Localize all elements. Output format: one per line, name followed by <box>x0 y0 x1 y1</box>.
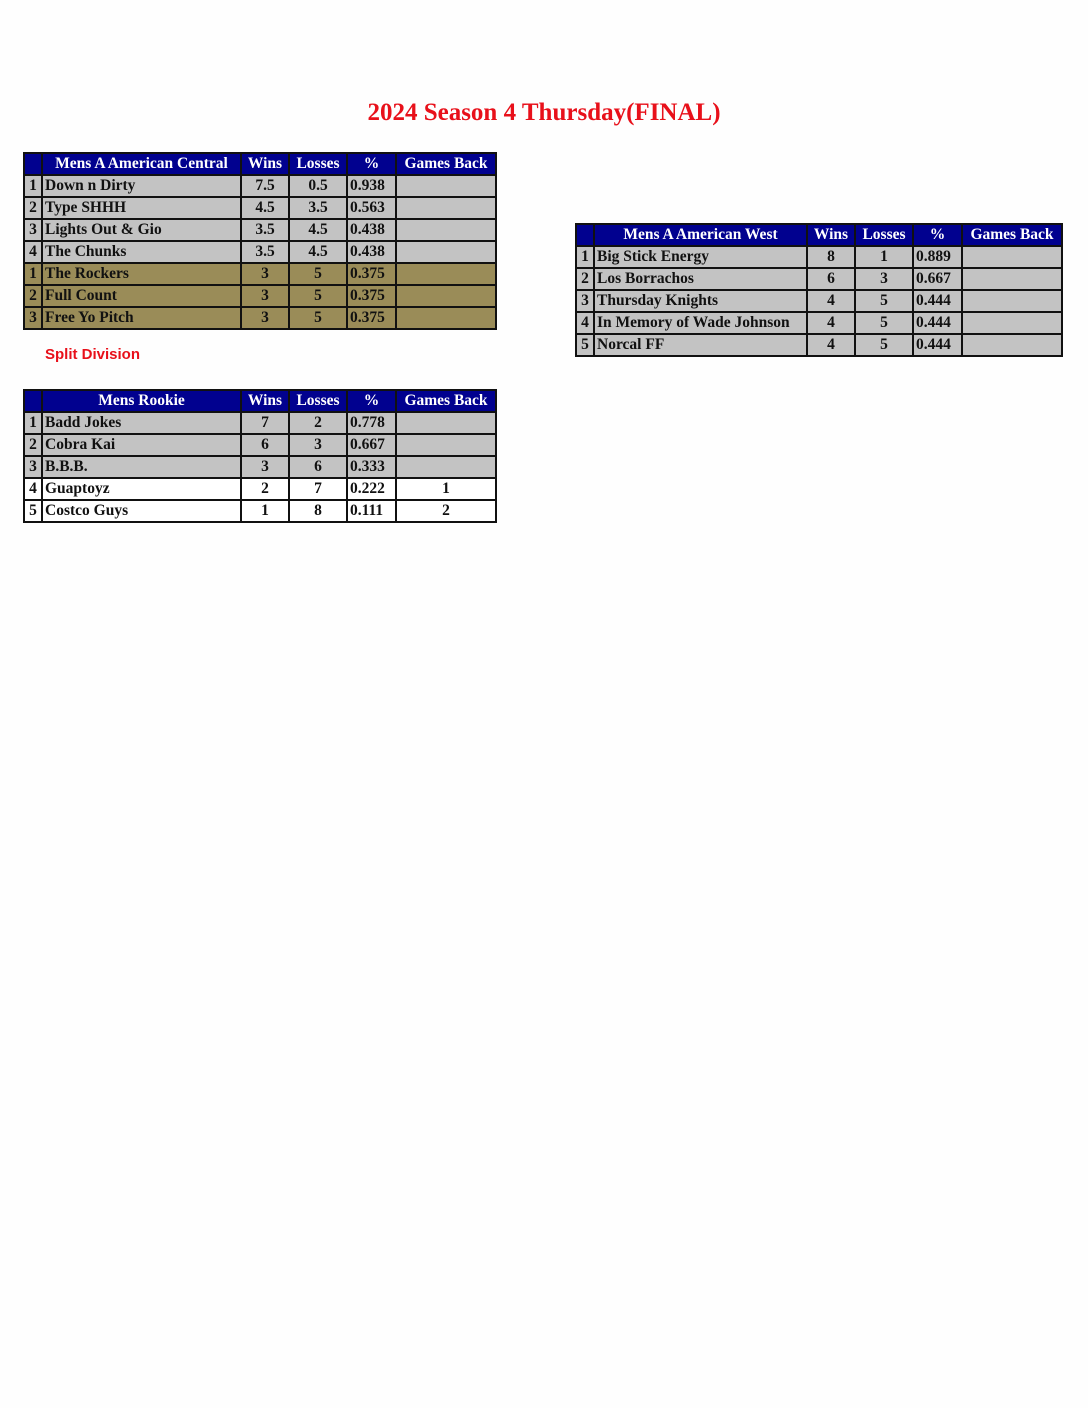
losses-header: Losses <box>289 153 347 175</box>
games-back-header: Games Back <box>962 224 1062 246</box>
pct-cell: 0.938 <box>347 175 396 197</box>
rank-cell: 4 <box>24 478 42 500</box>
games-back-cell <box>962 312 1062 334</box>
losses-cell: 6 <box>289 456 347 478</box>
pct-header: % <box>347 390 396 412</box>
rank-cell: 4 <box>576 312 594 334</box>
games-back-cell <box>396 219 496 241</box>
wins-cell: 3.5 <box>241 219 289 241</box>
games-back-cell <box>396 434 496 456</box>
team-cell: Full Count <box>42 285 241 307</box>
losses-cell: 2 <box>289 412 347 434</box>
header-row <box>576 224 1062 246</box>
wins-cell: 3 <box>241 263 289 285</box>
table-row-split <box>24 263 496 285</box>
table-row <box>24 478 496 500</box>
wins-cell: 3 <box>241 456 289 478</box>
losses-header: Losses <box>289 390 347 412</box>
wins-cell: 3 <box>241 285 289 307</box>
rank-cell: 1 <box>24 175 42 197</box>
table-row <box>24 500 496 522</box>
rank-cell: 2 <box>24 197 42 219</box>
team-cell: The Chunks <box>42 241 241 263</box>
table-row <box>24 197 496 219</box>
wins-cell: 4 <box>807 290 855 312</box>
rank-cell: 3 <box>576 290 594 312</box>
pct-cell: 0.438 <box>347 241 396 263</box>
pct-cell: 0.444 <box>913 312 962 334</box>
pct-header: % <box>347 153 396 175</box>
wins-cell: 2 <box>241 478 289 500</box>
games-back-cell <box>396 412 496 434</box>
table-row <box>24 456 496 478</box>
games-back-cell: 2 <box>396 500 496 522</box>
team-cell: Norcal FF <box>594 334 807 356</box>
table-row <box>24 241 496 263</box>
losses-header: Losses <box>855 224 913 246</box>
wins-header: Wins <box>807 224 855 246</box>
games-back-cell <box>396 175 496 197</box>
table-row <box>576 312 1062 334</box>
losses-cell: 3 <box>855 268 913 290</box>
team-cell: Thursday Knights <box>594 290 807 312</box>
rank-header <box>24 390 42 412</box>
losses-cell: 5 <box>289 285 347 307</box>
games-back-cell: 1 <box>396 478 496 500</box>
wins-cell: 4.5 <box>241 197 289 219</box>
wins-header: Wins <box>241 390 289 412</box>
header-row <box>24 153 496 175</box>
games-back-header: Games Back <box>396 390 496 412</box>
rank-cell: 3 <box>24 307 42 329</box>
pct-cell: 0.667 <box>913 268 962 290</box>
wins-cell: 1 <box>241 500 289 522</box>
wins-cell: 4 <box>807 312 855 334</box>
rank-cell: 3 <box>24 456 42 478</box>
west-standings-table <box>575 223 1063 357</box>
wins-cell: 8 <box>807 246 855 268</box>
games-back-cell <box>396 197 496 219</box>
team-cell: Guaptoyz <box>42 478 241 500</box>
losses-cell: 5 <box>855 334 913 356</box>
team-cell: Badd Jokes <box>42 412 241 434</box>
games-back-cell <box>396 307 496 329</box>
pct-cell: 0.667 <box>347 434 396 456</box>
pct-cell: 0.438 <box>347 219 396 241</box>
rank-cell: 5 <box>576 334 594 356</box>
pct-cell: 0.111 <box>347 500 396 522</box>
team-cell: Free Yo Pitch <box>42 307 241 329</box>
wins-cell: 4 <box>807 334 855 356</box>
page-title: 2024 Season 4 Thursday(FINAL) <box>367 99 721 126</box>
team-cell: Lights Out & Gio <box>42 219 241 241</box>
division-header: Mens Rookie <box>42 390 241 412</box>
games-back-cell <box>962 334 1062 356</box>
rookie-standings-table <box>23 389 497 523</box>
pct-cell: 0.333 <box>347 456 396 478</box>
pct-cell: 0.375 <box>347 263 396 285</box>
split-division-note: Split Division <box>45 346 141 363</box>
rank-header <box>576 224 594 246</box>
pct-cell: 0.375 <box>347 285 396 307</box>
team-cell: Down n Dirty <box>42 175 241 197</box>
rank-cell: 1 <box>24 263 42 285</box>
games-back-cell <box>396 456 496 478</box>
pct-header: % <box>913 224 962 246</box>
games-back-cell <box>962 290 1062 312</box>
games-back-header: Games Back <box>396 153 496 175</box>
rank-cell: 3 <box>24 219 42 241</box>
pct-cell: 0.444 <box>913 334 962 356</box>
team-cell: Big Stick Energy <box>594 246 807 268</box>
team-cell: The Rockers <box>42 263 241 285</box>
team-cell: In Memory of Wade Johnson <box>594 312 807 334</box>
losses-cell: 4.5 <box>289 241 347 263</box>
wins-cell: 3.5 <box>241 241 289 263</box>
pct-cell: 0.778 <box>347 412 396 434</box>
wins-cell: 7.5 <box>241 175 289 197</box>
rank-cell: 2 <box>576 268 594 290</box>
table-row-split <box>24 307 496 329</box>
table-row-split <box>24 285 496 307</box>
wins-header: Wins <box>241 153 289 175</box>
losses-cell: 4.5 <box>289 219 347 241</box>
losses-cell: 1 <box>855 246 913 268</box>
pct-cell: 0.563 <box>347 197 396 219</box>
division-header: Mens A American Central <box>42 153 241 175</box>
pct-cell: 0.889 <box>913 246 962 268</box>
losses-cell: 3 <box>289 434 347 456</box>
losses-cell: 3.5 <box>289 197 347 219</box>
table-row <box>576 334 1062 356</box>
wins-cell: 6 <box>807 268 855 290</box>
games-back-cell <box>396 263 496 285</box>
games-back-cell <box>396 285 496 307</box>
rank-cell: 1 <box>24 412 42 434</box>
header-row <box>24 390 496 412</box>
table-row <box>24 434 496 456</box>
losses-cell: 8 <box>289 500 347 522</box>
losses-cell: 5 <box>855 290 913 312</box>
pct-cell: 0.444 <box>913 290 962 312</box>
rank-header <box>24 153 42 175</box>
losses-cell: 0.5 <box>289 175 347 197</box>
rank-cell: 2 <box>24 434 42 456</box>
table-row <box>576 290 1062 312</box>
central-standings-table <box>23 152 497 330</box>
team-cell: Cobra Kai <box>42 434 241 456</box>
division-header: Mens A American West <box>594 224 807 246</box>
rank-cell: 1 <box>576 246 594 268</box>
table-row <box>576 268 1062 290</box>
games-back-cell <box>962 246 1062 268</box>
losses-cell: 7 <box>289 478 347 500</box>
losses-cell: 5 <box>289 307 347 329</box>
losses-cell: 5 <box>855 312 913 334</box>
wins-cell: 7 <box>241 412 289 434</box>
rank-cell: 2 <box>24 285 42 307</box>
games-back-cell <box>396 241 496 263</box>
team-cell: B.B.B. <box>42 456 241 478</box>
team-cell: Los Borrachos <box>594 268 807 290</box>
table-row <box>24 175 496 197</box>
table-row <box>576 246 1062 268</box>
games-back-cell <box>962 268 1062 290</box>
wins-cell: 3 <box>241 307 289 329</box>
team-cell: Type SHHH <box>42 197 241 219</box>
pct-cell: 0.375 <box>347 307 396 329</box>
rank-cell: 5 <box>24 500 42 522</box>
wins-cell: 6 <box>241 434 289 456</box>
rank-cell: 4 <box>24 241 42 263</box>
losses-cell: 5 <box>289 263 347 285</box>
table-row <box>24 412 496 434</box>
team-cell: Costco Guys <box>42 500 241 522</box>
pct-cell: 0.222 <box>347 478 396 500</box>
table-row <box>24 219 496 241</box>
